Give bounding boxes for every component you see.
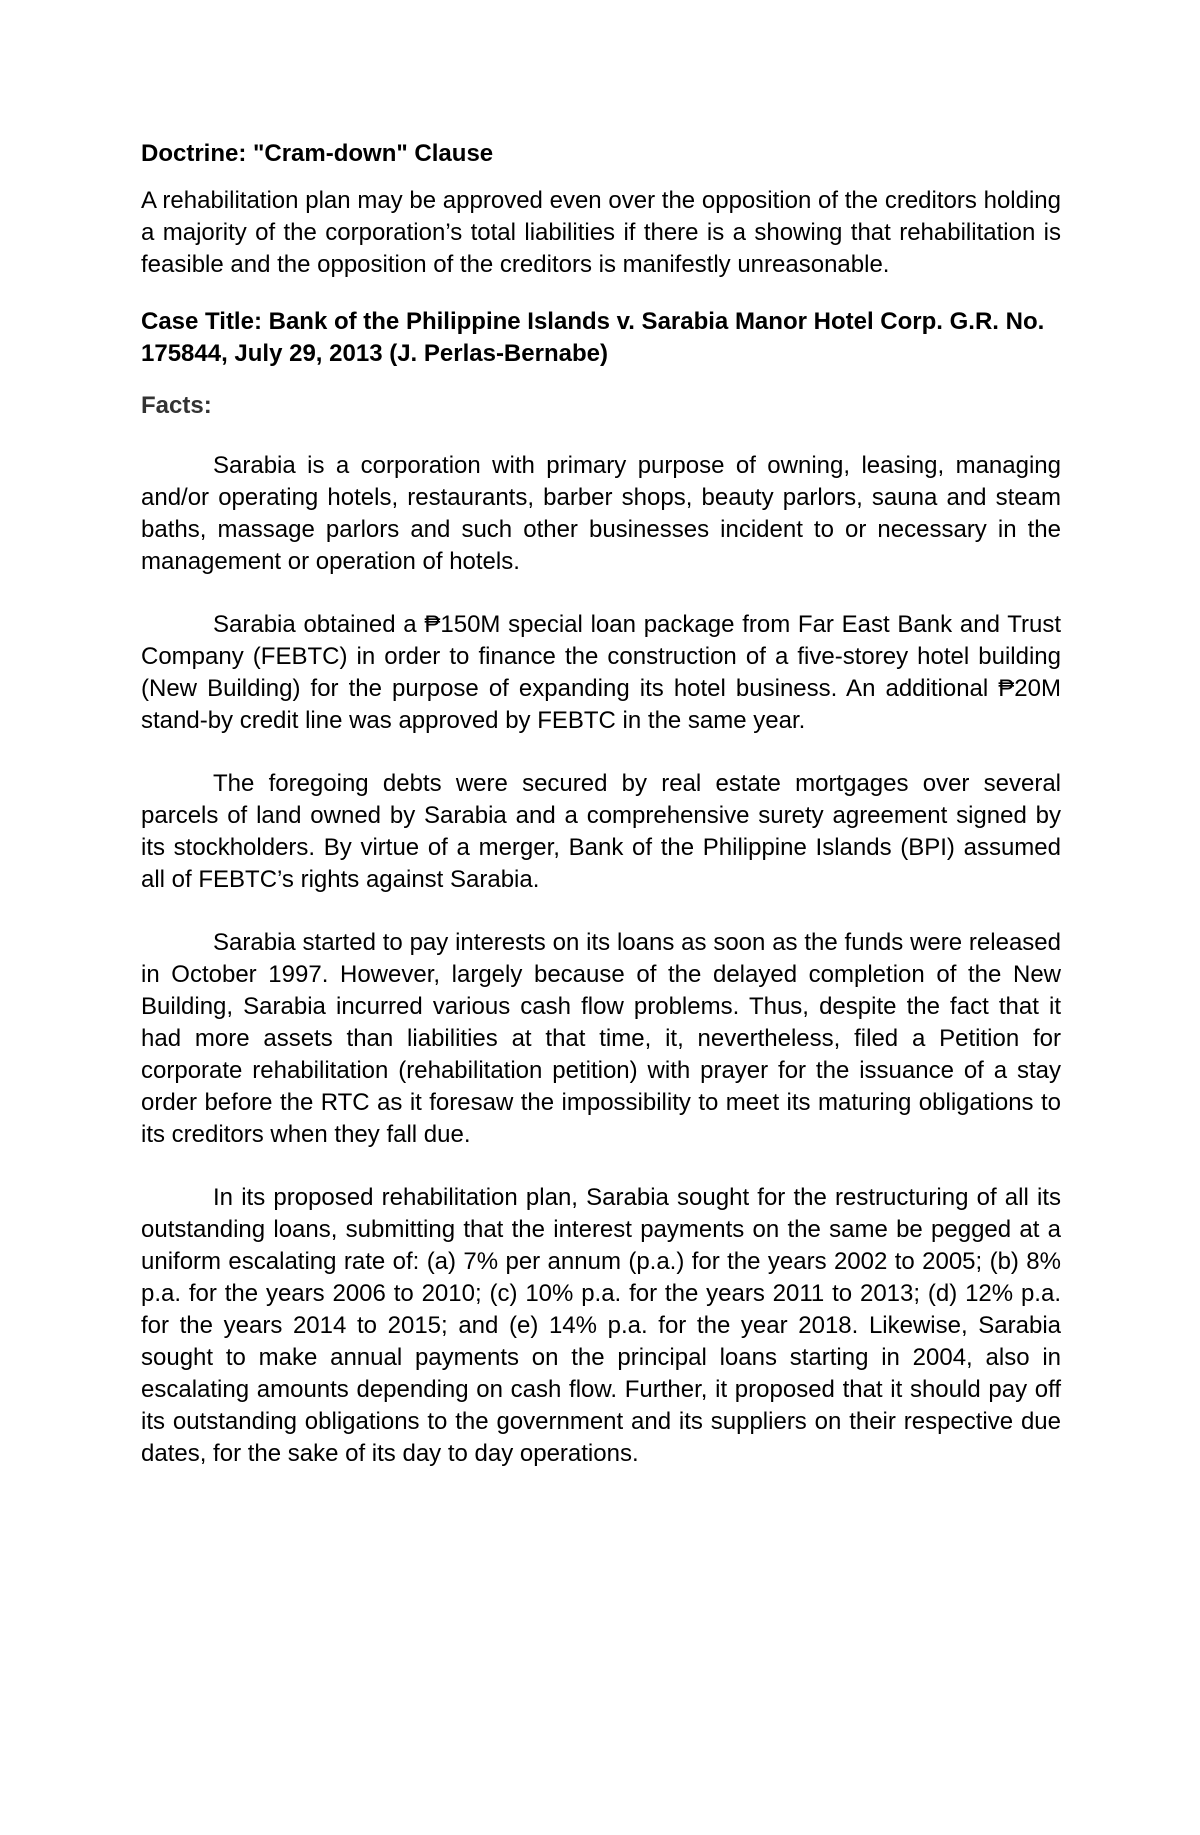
doctrine-text: A rehabilitation plan may be approved even over the opposition of the creditors holding a majority of the corporation’s total liabilities if there is a showing that rehabilitation is feasible and the opposition of the creditors is manifestly unreasonable. <box>141 187 1061 278</box>
case-title: Case Title: Bank of the Philippine Islands v. Sarabia Manor Hotel Corp. G.R. No. 175844, July 29, 2013 (J. Perlas-Bernabe) <box>141 308 1045 367</box>
facts-paragraph-5: In its proposed rehabilitation plan, Sarabia sought for the restructuring of all its outstanding loans, submitting that the interest payments on the same be pegged at a uniform escalating rate of: (a) 7% per annum (p.a.) for the years 2002 to 2005; (b) 8% p.a. for the years 2006 to 2010; (c) 10% p.a. for the years 2011 to 2013; (d) 12% p.a. for the years 2014 to 2015; and (e) 14% p.a. for the year 2018. Likewise, Sarabia sought to make annual payments on the principal loans starting in 2004, also in escalating amounts depending on cash flow. Further, it proposed that it should pay off its outstanding obligations to the government and its suppliers on their respective due dates, for the sake of its day to day operations. <box>141 1184 1061 1467</box>
facts-paragraph-4: Sarabia started to pay interests on its loans as soon as the funds were released in October 1997. However, largely because of the delayed completion of the New Building, Sarabia incurred various cash flow problems. Thus, despite the fact that it had more assets than liabilities at that time, it, nevertheless, filed a Petition for corporate rehabilitation (rehabilitation petition) with prayer for the issuance of a stay order before the RTC as it foresaw the impossibility to meet its maturing obligations to its creditors when they fall due. <box>141 929 1061 1148</box>
facts-heading: Facts: <box>141 392 212 419</box>
document-page <box>141 138 1061 1501</box>
facts-paragraph-3: The foregoing debts were secured by real estate mortgages over several parcels of land owned by Sarabia and a comprehensive surety agreement signed by its stockholders. By virtue of a merger, Bank of the Philippine Islands (BPI) assumed all of FEBTC’s rights against Sarabia. <box>141 770 1061 893</box>
doctrine-heading: Doctrine: "Cram-down" Clause <box>141 140 494 167</box>
facts-paragraph-2: Sarabia obtained a ₱150M special loan package from Far East Bank and Trust Company (FEBTC) in order to finance the construction of a five-storey hotel building (New Building) for the purpose of expanding its hotel business. An additional ₱20M stand-by credit line was approved by FEBTC in the same year. <box>141 611 1061 734</box>
facts-paragraph-1: Sarabia is a corporation with primary purpose of owning, leasing, managing and/or operating hotels, restaurants, barber shops, beauty parlors, sauna and steam baths, massage parlors and such other businesses incident to or necessary in the management or operation of hotels. <box>141 452 1061 575</box>
